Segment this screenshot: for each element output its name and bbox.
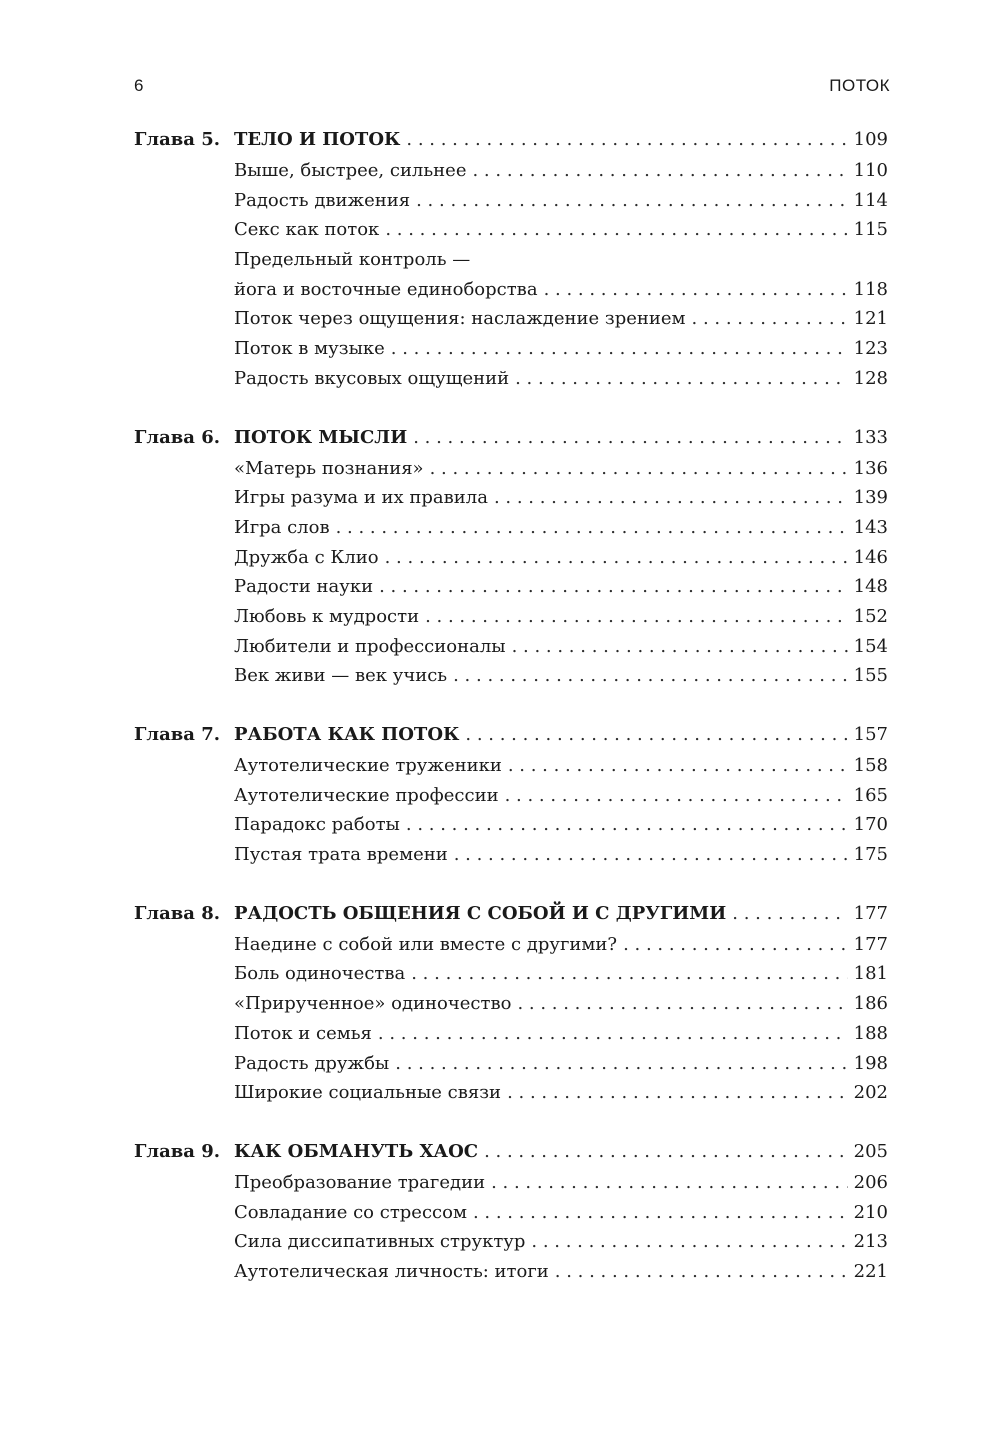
chapter-label: Глава 6. [134, 426, 221, 448]
dot-leader [391, 334, 848, 364]
dot-leader [385, 215, 847, 245]
chapter-label: Глава 8. [134, 902, 221, 924]
dot-leader [379, 572, 848, 602]
section-row[interactable] [134, 364, 888, 394]
dot-leader [425, 602, 848, 632]
dot-leader [336, 513, 848, 543]
section-page-number: 181 [853, 963, 888, 985]
section-title: Радости науки [234, 576, 374, 598]
section-row[interactable] [134, 454, 888, 484]
section-page-number: 213 [853, 1231, 888, 1253]
section-row[interactable] [134, 304, 888, 334]
section-row[interactable] [134, 1019, 888, 1049]
section-title: «Прирученное» одиночество [234, 993, 512, 1015]
chapter-block [134, 719, 888, 870]
section-row[interactable] [134, 781, 888, 811]
section-row[interactable] [134, 156, 888, 186]
section-page-number: 165 [853, 784, 888, 806]
section-row[interactable] [134, 810, 888, 840]
section-row[interactable] [134, 1049, 888, 1079]
section-title: Аутотелическая личность: итоги [234, 1260, 549, 1282]
section-page-number: 170 [853, 814, 888, 836]
dot-leader [544, 275, 848, 305]
section-title: Широкие социальные связи [234, 1082, 502, 1104]
section-page-number: 128 [853, 367, 888, 389]
section-row[interactable] [134, 661, 888, 691]
section-title: Выше, быстрее, сильнее [234, 160, 467, 181]
section-row[interactable] [134, 930, 888, 960]
section-title: Пустая трата времени [234, 844, 448, 866]
section-title: Игра слов [234, 516, 330, 538]
section-title: Преобразование трагедии [234, 1171, 486, 1193]
section-page-number: 148 [853, 576, 888, 598]
chapter-page-number: 133 [853, 426, 888, 448]
section-title: Поток через ощущения: наслаждение зрением [234, 308, 686, 330]
dot-leader [505, 781, 848, 811]
section-row[interactable] [134, 543, 888, 573]
section-row[interactable] [134, 840, 888, 870]
chapter-heading-row[interactable] [134, 1136, 888, 1168]
dot-leader [406, 124, 847, 156]
chapter-page-number: 157 [853, 724, 888, 745]
section-page-number: 143 [853, 516, 888, 538]
chapter-title: КАК ОБМАНУТЬ ХАОС [234, 1140, 479, 1162]
dot-leader [484, 1136, 848, 1168]
section-title: Аутотелические профессии [234, 784, 499, 806]
chapter-heading-row[interactable] [134, 898, 888, 930]
dot-leader [512, 632, 848, 662]
section-title: Сила диссипативных структур [234, 1231, 526, 1253]
dot-leader [508, 751, 848, 781]
dot-leader [465, 719, 847, 751]
dot-leader [692, 304, 848, 334]
section-row[interactable] [134, 959, 888, 989]
chapter-heading-row[interactable] [134, 719, 888, 751]
section-row[interactable] [134, 632, 888, 662]
section-page-number: 221 [853, 1260, 888, 1282]
chapter-block [134, 1136, 888, 1287]
section-title: Радость дружбы [234, 1052, 390, 1074]
section-page-number: 139 [853, 487, 888, 509]
chapter-heading-row[interactable] [134, 124, 888, 156]
page-number: 6 [134, 76, 144, 95]
section-row[interactable] [134, 186, 888, 216]
section-page-number: 118 [853, 278, 888, 300]
dot-leader [732, 898, 847, 930]
section-title: Аутотелические труженики [234, 755, 502, 776]
section-page-number: 152 [853, 605, 888, 627]
section-title: Радость вкусовых ощущений [234, 367, 510, 389]
dot-leader [385, 543, 848, 573]
section-page-number: 202 [853, 1082, 888, 1104]
dot-leader [517, 989, 847, 1019]
section-page-number: 123 [853, 338, 888, 360]
section-page-number: 115 [853, 219, 888, 241]
book-title: ПОТОК [829, 76, 890, 95]
table-of-contents [134, 124, 888, 1315]
section-title: Парадокс работы [234, 814, 400, 836]
section-title: Боль одиночества [234, 963, 406, 985]
section-page-number: 110 [853, 160, 888, 181]
section-row[interactable] [134, 572, 888, 602]
chapter-title: РАБОТА КАК ПОТОК [234, 724, 460, 745]
section-title: Совладание со стрессом [234, 1201, 467, 1223]
section-title: Наедине с собой или вместе с другими? [234, 933, 618, 955]
section-title: «Матерь познания» [234, 457, 424, 479]
section-page-number: 206 [853, 1171, 888, 1193]
section-title: йога и восточные единоборства [234, 278, 538, 300]
section-row[interactable] [134, 1227, 888, 1257]
section-row[interactable] [134, 483, 888, 513]
chapter-heading-row[interactable] [134, 422, 888, 454]
section-title: Секс как поток [234, 219, 380, 241]
section-page-number: 198 [853, 1052, 888, 1074]
chapter-block [134, 124, 888, 394]
chapter-page-number: 109 [853, 129, 888, 150]
section-title: Любители и профессионалы [234, 635, 506, 657]
section-page-number: 154 [853, 635, 888, 657]
dot-leader [555, 1257, 848, 1287]
chapter-page-number: 177 [853, 902, 888, 924]
section-title: Игры разума и их правила [234, 487, 488, 509]
dot-leader [406, 810, 848, 840]
section-page-number: 146 [853, 546, 888, 568]
chapter-title: РАДОСТЬ ОБЩЕНИЯ С СОБОЙ И С ДРУГИМИ [234, 902, 727, 924]
section-row[interactable] [134, 602, 888, 632]
section-page-number: 158 [853, 755, 888, 776]
dot-leader [491, 1168, 848, 1198]
dot-leader [473, 1198, 848, 1228]
chapter-title: ПОТОК МЫСЛИ [234, 426, 408, 448]
section-row[interactable] [134, 1078, 888, 1108]
section-page-number: 186 [853, 993, 888, 1015]
section-page-number: 177 [853, 933, 888, 955]
dot-leader [515, 364, 848, 394]
section-page-number: 210 [853, 1201, 888, 1223]
section-title: Поток и семья [234, 1022, 372, 1044]
dot-leader [623, 930, 848, 960]
chapter-label: Глава 9. [134, 1140, 221, 1162]
dot-leader [413, 422, 847, 454]
section-row[interactable] [134, 334, 888, 364]
dot-leader [494, 483, 848, 513]
dot-leader [507, 1078, 848, 1108]
section-row-continued[interactable] [134, 245, 888, 275]
running-head [134, 76, 890, 100]
section-row[interactable] [134, 1168, 888, 1198]
section-row[interactable] [134, 1257, 888, 1287]
section-title: Поток в музыке [234, 338, 385, 360]
section-row[interactable] [134, 1198, 888, 1228]
dot-leader [472, 156, 847, 186]
section-row[interactable] [134, 751, 888, 781]
dot-leader [430, 454, 848, 484]
chapter-label: Глава 5. [134, 129, 221, 150]
dot-leader [378, 1019, 848, 1049]
dot-leader [395, 1049, 847, 1079]
section-page-number: 188 [853, 1022, 888, 1044]
section-row[interactable] [134, 989, 888, 1019]
dot-leader [453, 661, 848, 691]
section-title: Дружба с Клио [234, 546, 379, 568]
dot-leader [411, 959, 847, 989]
chapter-block [134, 898, 888, 1108]
section-page-number: 155 [853, 665, 888, 687]
section-title: Радость движения [234, 189, 411, 211]
chapter-title: ТЕЛО И ПОТОК [234, 129, 401, 150]
section-row[interactable] [134, 275, 888, 305]
section-title: Любовь к мудрости [234, 605, 420, 627]
section-row[interactable] [134, 215, 888, 245]
section-page-number: 136 [853, 457, 888, 479]
chapter-label: Глава 7. [134, 724, 221, 745]
section-page-number: 175 [853, 844, 888, 866]
section-row[interactable] [134, 513, 888, 543]
section-page-number: 121 [853, 308, 888, 330]
section-title: Век живи — век учись [234, 665, 448, 687]
section-title-line: Предельный контроль — [234, 249, 471, 271]
dot-leader [416, 186, 848, 216]
chapter-page-number: 205 [853, 1140, 888, 1162]
section-page-number: 114 [853, 189, 888, 211]
dot-leader [531, 1227, 847, 1257]
chapter-block [134, 422, 888, 692]
dot-leader [454, 840, 848, 870]
